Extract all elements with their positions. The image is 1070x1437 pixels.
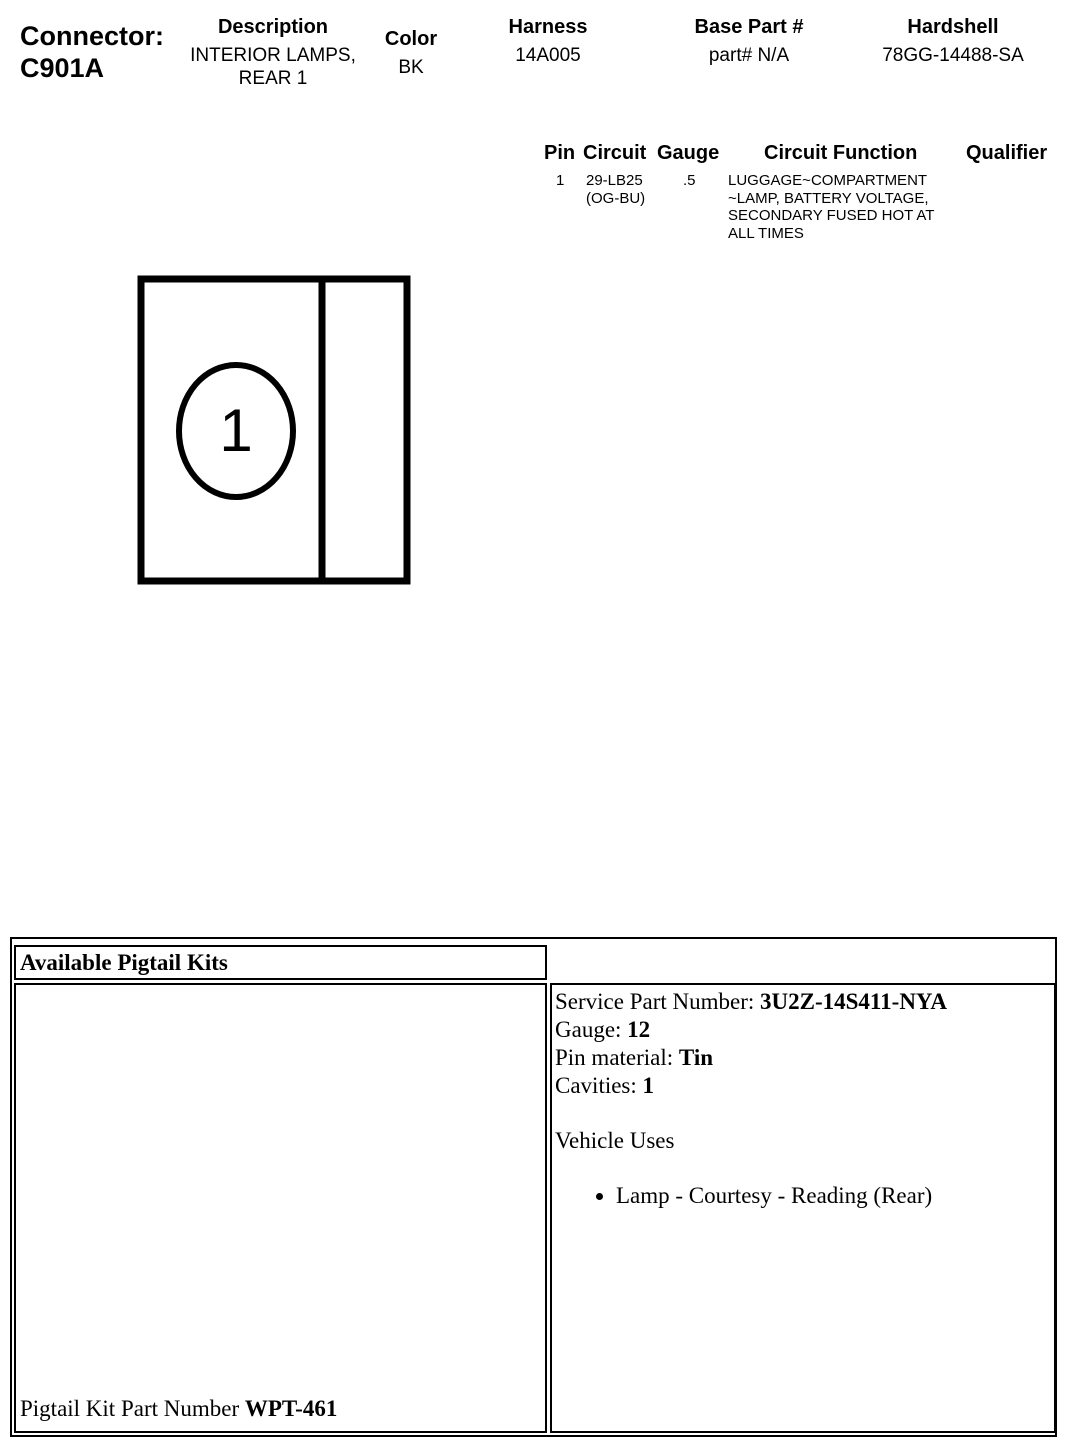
kit-part-label: Pigtail Kit Part Number <box>20 1396 245 1421</box>
pigtail-kit-image-cell <box>14 983 547 1433</box>
circuit-cell <box>586 172 645 207</box>
connector-id: C901A <box>20 53 105 83</box>
cavities-label: Cavities: <box>555 1073 643 1098</box>
hardshell-label: Hardshell <box>907 16 999 38</box>
pin-material-value: Tin <box>678 1045 714 1070</box>
description-line-2: REAR 1 <box>238 68 308 89</box>
service-part-row <box>555 988 1051 1016</box>
description-label: Description <box>217 16 329 38</box>
color-label: Color <box>384 28 438 50</box>
vehicle-uses-list <box>555 1182 1051 1210</box>
connector-label: Connector: <box>20 21 164 51</box>
connector-heading <box>20 20 164 84</box>
circuit-color: (OG-BU) <box>586 189 646 207</box>
kit-gauge-label: Gauge: <box>555 1017 628 1042</box>
kit-gauge-value: 12 <box>627 1017 651 1042</box>
cavity-1-label: 1 <box>219 397 253 464</box>
circuit-function-cell <box>728 172 963 242</box>
pin-material-label: Pin material: <box>555 1045 679 1070</box>
vehicle-uses-label: Vehicle Uses <box>555 1128 675 1153</box>
pin-cell: 1 <box>556 172 565 189</box>
function-line: ALL TIMES <box>728 224 804 242</box>
base-part-column <box>668 16 830 67</box>
circuit-header: Circuit <box>583 142 647 164</box>
pigtail-kit-details-cell <box>550 983 1056 1433</box>
cavities-row <box>555 1072 1051 1100</box>
circuit-code: 29-LB25 <box>586 172 643 189</box>
function-line: LUGGAGE~COMPARTMENT <box>728 172 928 189</box>
hardshell-column <box>858 16 1048 67</box>
service-part-label: Service Part Number: <box>555 989 761 1014</box>
harness-label: Harness <box>508 16 588 38</box>
pigtail-kit-part-number <box>20 1395 337 1423</box>
color-column <box>370 28 452 79</box>
gauge-cell: .5 <box>683 172 696 189</box>
list-item: • Lamp - Courtesy - Reading (Rear) <box>616 1182 1051 1210</box>
harness-value: 14A005 <box>515 45 581 66</box>
function-line: SECONDARY FUSED HOT AT <box>728 207 935 224</box>
qualifier-header: Qualifier <box>966 142 1048 164</box>
harness-column <box>478 16 618 67</box>
circuit-function-header: Circuit Function <box>764 142 918 164</box>
base-part-value: part# N/A <box>708 45 790 66</box>
description-value <box>178 44 368 90</box>
description-line-1: INTERIOR LAMPS, <box>190 45 356 66</box>
description-column <box>178 16 368 90</box>
gauge-row <box>555 1016 1051 1044</box>
base-part-label: Base Part # <box>694 16 804 38</box>
pin-material-row <box>555 1044 1051 1072</box>
cavities-value: 1 <box>642 1073 655 1098</box>
color-value: BK <box>398 57 424 78</box>
hardshell-value: 78GG-14488-SA <box>882 45 1024 66</box>
pin-header: Pin <box>544 142 576 164</box>
function-line: ~LAMP, BATTERY VOLTAGE, <box>728 189 929 207</box>
connector-face-diagram <box>130 268 420 598</box>
gauge-header: Gauge <box>657 142 720 164</box>
service-part-value: 3U2Z-14S411-NYA <box>760 989 948 1014</box>
kit-part-value: WPT-461 <box>244 1396 338 1421</box>
pigtail-kits-title: Available Pigtail Kits <box>14 945 547 980</box>
